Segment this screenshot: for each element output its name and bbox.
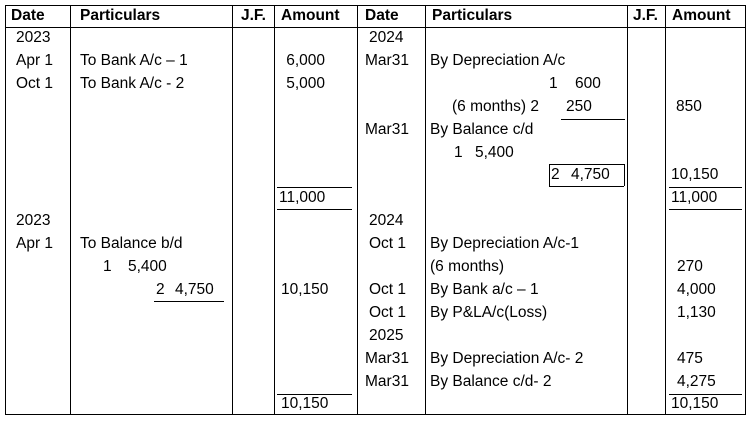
debit-particulars: To Bank A/c - 2: [80, 75, 185, 92]
sub-entry-number: 1: [103, 258, 112, 275]
credit-date: Mar31: [365, 350, 409, 367]
credit-amount: 270: [677, 258, 703, 275]
debit-amount: 10,150: [281, 281, 329, 298]
sub-entry-box-side: [624, 164, 625, 186]
credit-amount: 10,150: [671, 166, 719, 183]
credit-particulars-note: (6 months): [430, 258, 505, 275]
credit-date: Oct 1: [369, 235, 407, 252]
credit-particulars: By Balance c/d: [430, 121, 534, 138]
sub-entry-value: 4,750: [175, 281, 214, 298]
debit-amount: 5,000: [286, 75, 325, 92]
credit-amount: 4,275: [677, 373, 716, 390]
column-divider: [665, 5, 666, 415]
sub-entry-box-top: [549, 164, 624, 165]
sub-entry-value: 5,400: [475, 144, 514, 161]
total-rule: [277, 209, 352, 210]
debit-total: 11,000: [279, 189, 326, 206]
table-bottom-border: [5, 414, 746, 415]
credit-particulars: By Balance c/d- 2: [430, 373, 552, 390]
sub-entry-value: 5,400: [128, 258, 167, 275]
sub-entry-box-bottom: [549, 186, 624, 187]
sub-entry-value: 250: [566, 98, 592, 115]
credit-amount: 4,000: [677, 281, 716, 298]
sub-entry-value: 4,750: [571, 166, 610, 183]
header-amount-credit: Amount: [672, 7, 731, 24]
total-rule: [669, 209, 742, 210]
debit-total: 10,150: [281, 395, 329, 412]
debit-date: Apr 1: [16, 235, 54, 252]
debit-date: Oct 1: [16, 75, 54, 92]
column-divider: [425, 5, 426, 415]
credit-year: 2024: [369, 212, 404, 229]
credit-year: 2025: [369, 327, 404, 344]
column-divider: [745, 5, 746, 415]
sub-entry-value: 600: [575, 75, 601, 92]
sub-entry-number: 1: [454, 144, 463, 161]
credit-amount: 475: [677, 350, 703, 367]
credit-particulars: By P&LA/c(Loss): [430, 304, 548, 321]
column-divider: [5, 5, 6, 415]
header-date-debit: Date: [11, 7, 45, 24]
header-jf-credit: J.F.: [633, 7, 658, 24]
header-jf-debit: J.F.: [241, 7, 266, 24]
debit-particulars: To Bank A/c – 1: [80, 52, 188, 69]
debit-year: 2023: [16, 29, 51, 46]
credit-total: 11,000: [671, 189, 718, 206]
credit-particulars: By Bank a/c – 1: [430, 281, 539, 298]
ledger-account-table: [5, 5, 746, 415]
sub-entry-number: 2: [156, 281, 165, 298]
debit-particulars: To Balance b/d: [80, 235, 183, 252]
sub-entry-number: 1: [549, 75, 558, 92]
column-divider: [70, 5, 71, 415]
credit-year: 2024: [369, 29, 404, 46]
credit-date: Mar31: [365, 121, 409, 138]
column-divider: [357, 5, 358, 415]
credit-amount: 850: [676, 98, 702, 115]
credit-date: Mar31: [365, 52, 409, 69]
credit-particulars: By Depreciation A/c-1: [430, 235, 580, 252]
header-particulars-debit: Particulars: [80, 7, 161, 24]
credit-date: Oct 1: [369, 281, 407, 298]
header-particulars-credit: Particulars: [432, 7, 513, 24]
sub-entry-rule: [154, 301, 224, 302]
sub-entry-box-side: [549, 164, 550, 186]
sub-entry-rule: [561, 119, 625, 120]
debit-date: Apr 1: [16, 52, 54, 69]
column-divider: [627, 5, 628, 415]
header-date-credit: Date: [365, 7, 399, 24]
sub-entry-label: (6 months) 2: [452, 98, 540, 115]
credit-date: Mar31: [365, 373, 409, 390]
credit-particulars: By Depreciation A/c- 2: [430, 350, 584, 367]
credit-date: Oct 1: [369, 304, 407, 321]
credit-amount: 1,130: [677, 304, 716, 321]
debit-year: 2023: [16, 212, 51, 229]
credit-total: 10,150: [671, 395, 719, 412]
column-divider: [232, 5, 233, 415]
header-amount-debit: Amount: [281, 7, 340, 24]
sub-entry-number: 2: [551, 166, 560, 183]
credit-particulars: By Depreciation A/c: [430, 52, 566, 69]
debit-amount: 6,000: [286, 52, 325, 69]
